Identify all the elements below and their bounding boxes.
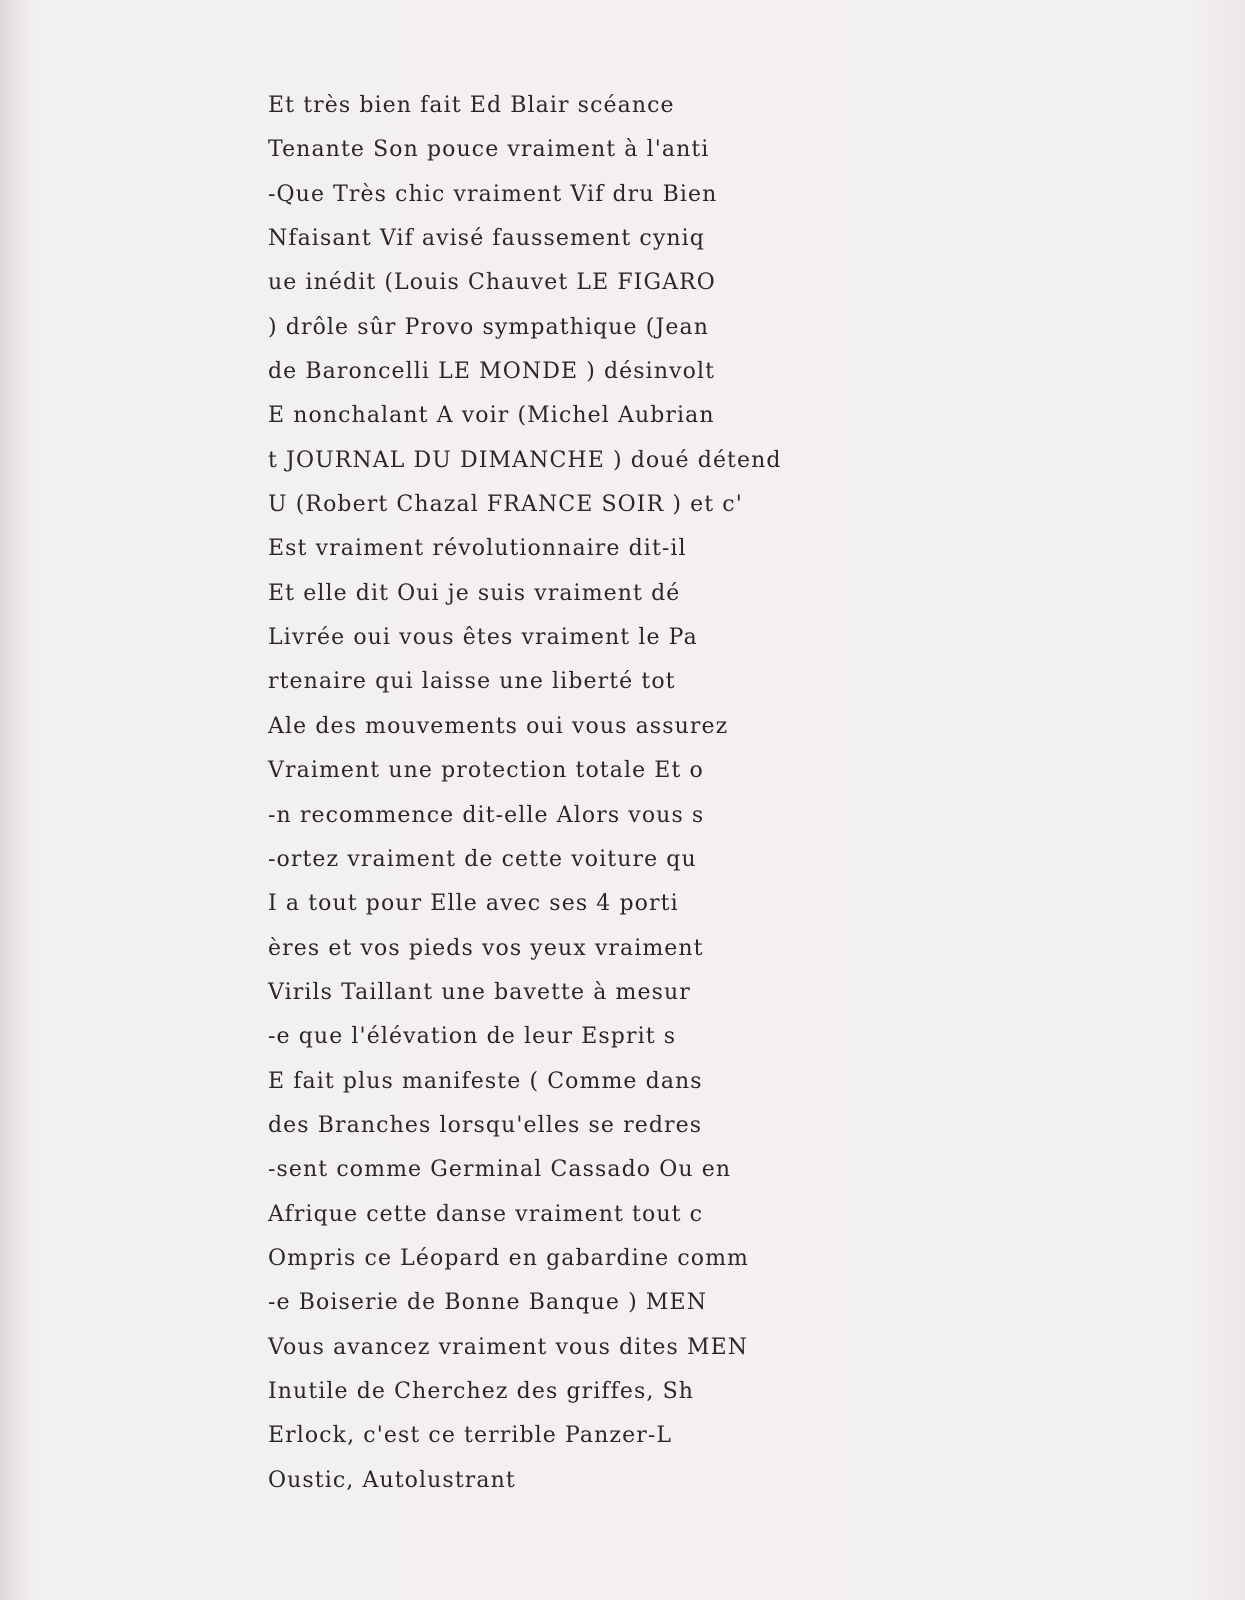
poem-line: Vraiment une protection totale Et o [268, 758, 704, 784]
poem-line: Livrée oui vous êtes vraiment le Pa [268, 625, 698, 651]
poem-line: Inutile de Cherchez des griffes, Sh [268, 1378, 695, 1404]
poem-line: rtenaire qui laisse une liberté tot [268, 669, 676, 695]
poem-line: Ompris ce Léopard en gabardine comm [268, 1245, 750, 1271]
poem-line: -e Boiserie de Bonne Banque ) MEN [268, 1290, 708, 1316]
poem-line: I a tout pour Elle avec ses 4 porti [268, 891, 679, 917]
page-binding-edge [0, 0, 26, 1600]
poem-line: U (Robert Chazal FRANCE SOIR ) et c' [268, 492, 743, 518]
poem-line: -sent comme Germinal Cassado Ou en [268, 1157, 732, 1183]
poem-line: Nfaisant Vif avisé faussement cyniq [268, 226, 705, 252]
poem-line: Et elle dit Oui je suis vraiment dé [268, 580, 681, 606]
poem-line: Oustic, Autolustrant [268, 1467, 516, 1493]
poem-line: -ortez vraiment de cette voiture qu [268, 846, 697, 872]
poem-line: Tenante Son pouce vraiment à l'anti [268, 137, 710, 163]
poem-line: Erlock, c'est ce terrible Panzer-L [268, 1423, 673, 1449]
poem-line: des Branches lorsqu'elles se redres [268, 1112, 703, 1138]
poem-line: Virils Taillant une bavette à mesur [268, 979, 691, 1005]
poem-line: Ale des mouvements oui vous assurez [268, 713, 729, 739]
poem-line: Afrique cette danse vraiment tout c [268, 1201, 704, 1227]
poem-line: E nonchalant A voir (Michel Aubrian [268, 403, 715, 429]
poem-line: E fait plus manifeste ( Comme dans [268, 1068, 703, 1094]
poem-line: Et très bien fait Ed Blair scéance [268, 93, 675, 118]
poem-line: Est vraiment révolutionnaire dit-il [268, 536, 687, 562]
poem-line: de Baroncelli LE MONDE ) désinvolt [268, 359, 716, 385]
poem-text [268, 84, 868, 1503]
poem-line: t JOURNAL DU DIMANCHE ) doué détend [268, 447, 782, 473]
poem-line: Vous avancez vraiment vous dites MEN [268, 1334, 749, 1360]
poem-line: ue inédit (Louis Chauvet LE FIGARO [268, 270, 716, 296]
poem-line: -n recommence dit-elle Alors vous s [268, 802, 705, 828]
poem-line: ères et vos pieds vos yeux vraiment [268, 935, 704, 961]
poem-line: -e que l'élévation de leur Esprit s [268, 1024, 677, 1050]
poem-line: -Que Très chic vraiment Vif dru Bien [268, 181, 718, 207]
poem-line: ) drôle sûr Provo sympathique (Jean [268, 314, 709, 340]
